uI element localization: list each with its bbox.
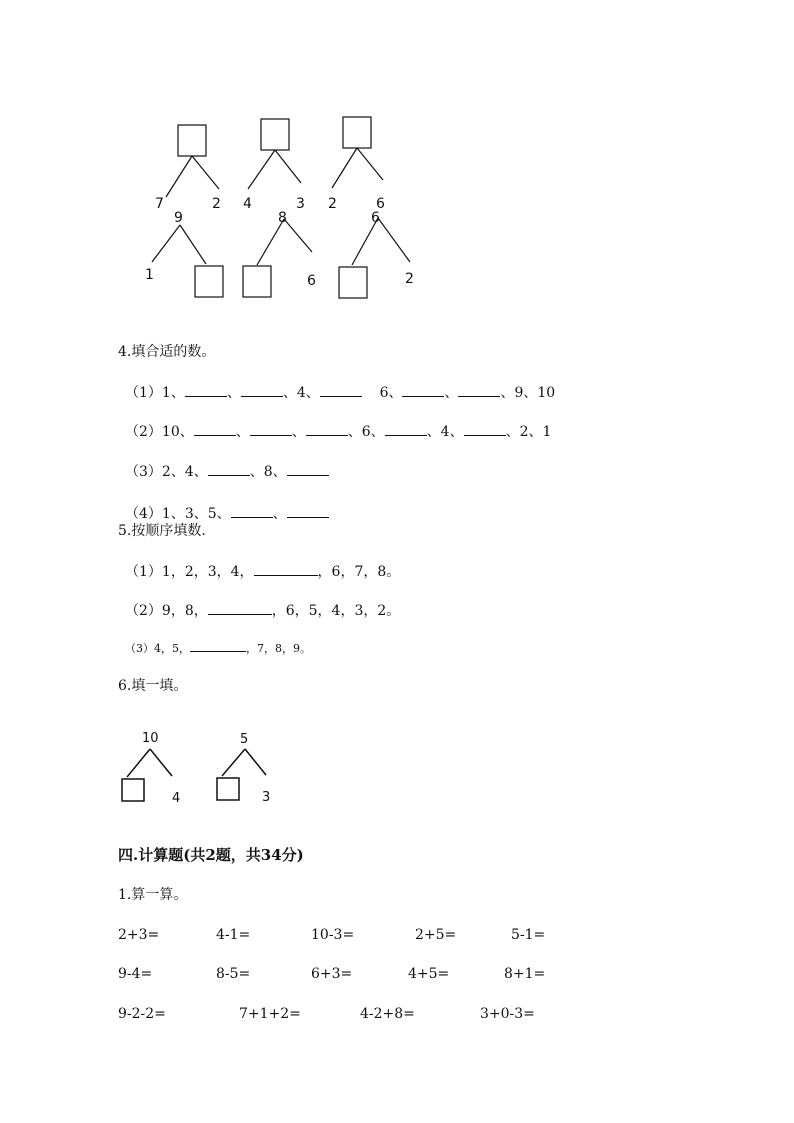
question-5-line-3: （3）4，5， ，7，8，9。 <box>125 642 311 655</box>
answer-blank[interactable] <box>185 382 227 397</box>
answer-blank[interactable] <box>190 640 246 652</box>
answer-blank[interactable] <box>208 461 250 476</box>
answer-box[interactable] <box>195 266 223 297</box>
calc-problem: 4-2+8= <box>360 1006 415 1022</box>
answer-box[interactable] <box>178 125 206 156</box>
calc-problem: 9-4= <box>118 966 153 982</box>
tree-right-number: 6 <box>376 196 385 212</box>
question-5-line-1: （1）1，2，3，4， ，6，7，8。 <box>125 561 400 581</box>
tree-top-number: 5 <box>240 732 249 747</box>
calc-problem: 8-5= <box>216 966 251 982</box>
tree-top-number: 6 <box>371 210 380 226</box>
calc-problem: 2+5= <box>415 927 457 943</box>
answer-box[interactable] <box>243 266 271 297</box>
answer-box[interactable] <box>217 778 239 800</box>
question-4-line-4: （4）1、3、5、 、 <box>125 503 329 523</box>
answer-blank[interactable] <box>194 421 236 436</box>
question-4-line-2: （2）10、 、 、 、6、 、4、 、2、1 <box>125 421 551 441</box>
calc-problem: 2+3= <box>118 927 160 943</box>
answer-blank[interactable] <box>250 421 292 436</box>
calc-problem: 9-2-2= <box>118 1006 166 1022</box>
calc-problem: 4-1= <box>216 927 251 943</box>
tree-right-number: 2 <box>212 196 221 212</box>
tree-side-number: 3 <box>262 790 271 805</box>
number-tree-figure <box>0 0 794 330</box>
calc-problem: 10-3= <box>311 927 355 943</box>
answer-blank[interactable] <box>320 382 362 397</box>
question-5-title: 5.按顺序填数. <box>118 523 206 539</box>
question-4-line-1: （1）1、 、 、4、 6、 、 、9、10 <box>125 382 555 402</box>
calc-problem: 3+0-3= <box>480 1006 535 1022</box>
tree-left-number: 4 <box>243 196 252 212</box>
answer-blank[interactable] <box>464 421 506 436</box>
tree-side-number: 6 <box>307 273 316 289</box>
answer-blank[interactable] <box>458 382 500 397</box>
answer-blank[interactable] <box>287 461 329 476</box>
tree-side-number: 4 <box>172 791 181 806</box>
question-6-title: 6.填一填。 <box>118 678 188 694</box>
section-4-title: 四.计算题(共2题，共34分) <box>118 846 304 864</box>
answer-box[interactable] <box>122 779 144 801</box>
answer-blank[interactable] <box>306 421 348 436</box>
answer-blank[interactable] <box>402 382 444 397</box>
answer-blank[interactable] <box>241 382 283 397</box>
answer-blank[interactable] <box>254 561 318 576</box>
answer-box[interactable] <box>261 119 289 150</box>
answer-box[interactable] <box>343 117 371 148</box>
answer-box[interactable] <box>339 267 367 298</box>
calc-problem: 4+5= <box>408 966 450 982</box>
calc-question-1-title: 1.算一算。 <box>118 887 188 903</box>
tree-side-number: 1 <box>145 267 154 283</box>
answer-blank[interactable] <box>385 421 427 436</box>
tree-left-number: 2 <box>328 196 337 212</box>
tree-side-number: 2 <box>405 271 414 287</box>
answer-blank[interactable] <box>231 503 273 518</box>
calc-problem: 8+1= <box>504 966 546 982</box>
tree-top-number: 9 <box>174 210 183 226</box>
question-5-line-2: （2）9，8， ，6，5，4，3，2。 <box>125 600 400 620</box>
tree-left-number: 7 <box>155 196 164 212</box>
tree-top-number: 10 <box>142 731 159 746</box>
calc-problem: 6+3= <box>311 966 353 982</box>
tree-right-number: 3 <box>296 196 305 212</box>
calc-problem: 7+1+2= <box>239 1006 301 1022</box>
question-4-title: 4.填合适的数。 <box>118 344 216 360</box>
answer-blank[interactable] <box>287 503 329 518</box>
calc-problem: 5-1= <box>511 927 546 943</box>
answer-blank[interactable] <box>208 600 272 615</box>
tree-top-number: 8 <box>278 210 287 226</box>
question-4-line-3: （3）2、4、 、8、 <box>125 461 329 481</box>
